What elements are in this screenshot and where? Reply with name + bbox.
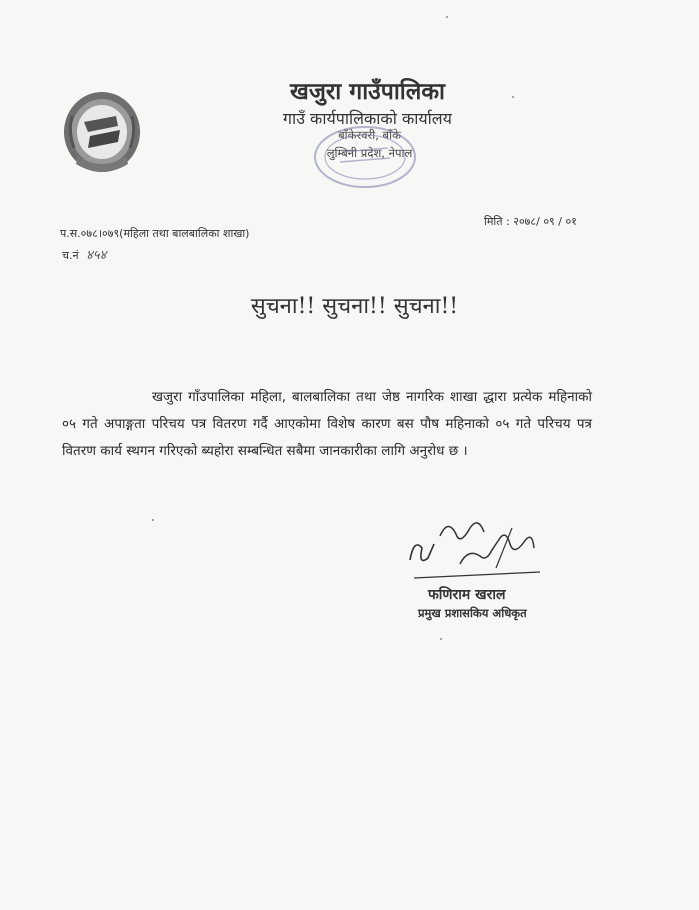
notice-heading: सुचना!! सुचना!! सुचना!! (250, 294, 459, 319)
office-province: लुम्बिनी प्रदेश, नेपाल (326, 146, 413, 160)
paper-speck (512, 96, 514, 98)
office-stamp-icon (312, 124, 418, 190)
chalani-number: ४५४ (86, 248, 107, 263)
municipality-title: खजुरा गाउँपालिका (290, 79, 445, 105)
handwritten-signature-icon (400, 508, 550, 590)
paper-speck (446, 16, 448, 18)
office-district: बाँकेरवरी, बाँके (338, 128, 401, 142)
office-name: गाउँ कार्यपालिकाको कार्यालय (283, 109, 452, 128)
signatory-name: फणिराम खराल (428, 587, 506, 603)
signatory-title: प्रमुख प्रशासकिय अधिकृत (418, 606, 527, 620)
chalani-number-line (62, 245, 106, 263)
chalani-label: च.नं (62, 249, 79, 262)
letter-reference-number: प.स.०७८।०७९(महिला तथा बालबालिका शाखा) (60, 227, 250, 240)
letter-date: मिति : २०७८/ ०९ / ०१ (484, 215, 577, 228)
paper-speck (152, 519, 154, 521)
paper-speck (440, 638, 442, 640)
notice-body: खजुरा गाँउपालिका महिला, बालबालिका तथा जेष्ठ नागरिक शाखा द्धारा प्रत्येक महिनाको ०५ गते अपाङ्गता परिचय पत्र वितरण गर्दै आएकोमा विशेष कारण बस पौष महिनाको ०५ गते परिचय पत्र वितरण कार्य स्थगन गरिएको ब्यहोरा सम्बन्धित सबैमा जानकारीका लागि अनुरोध छ । (62, 389, 592, 459)
